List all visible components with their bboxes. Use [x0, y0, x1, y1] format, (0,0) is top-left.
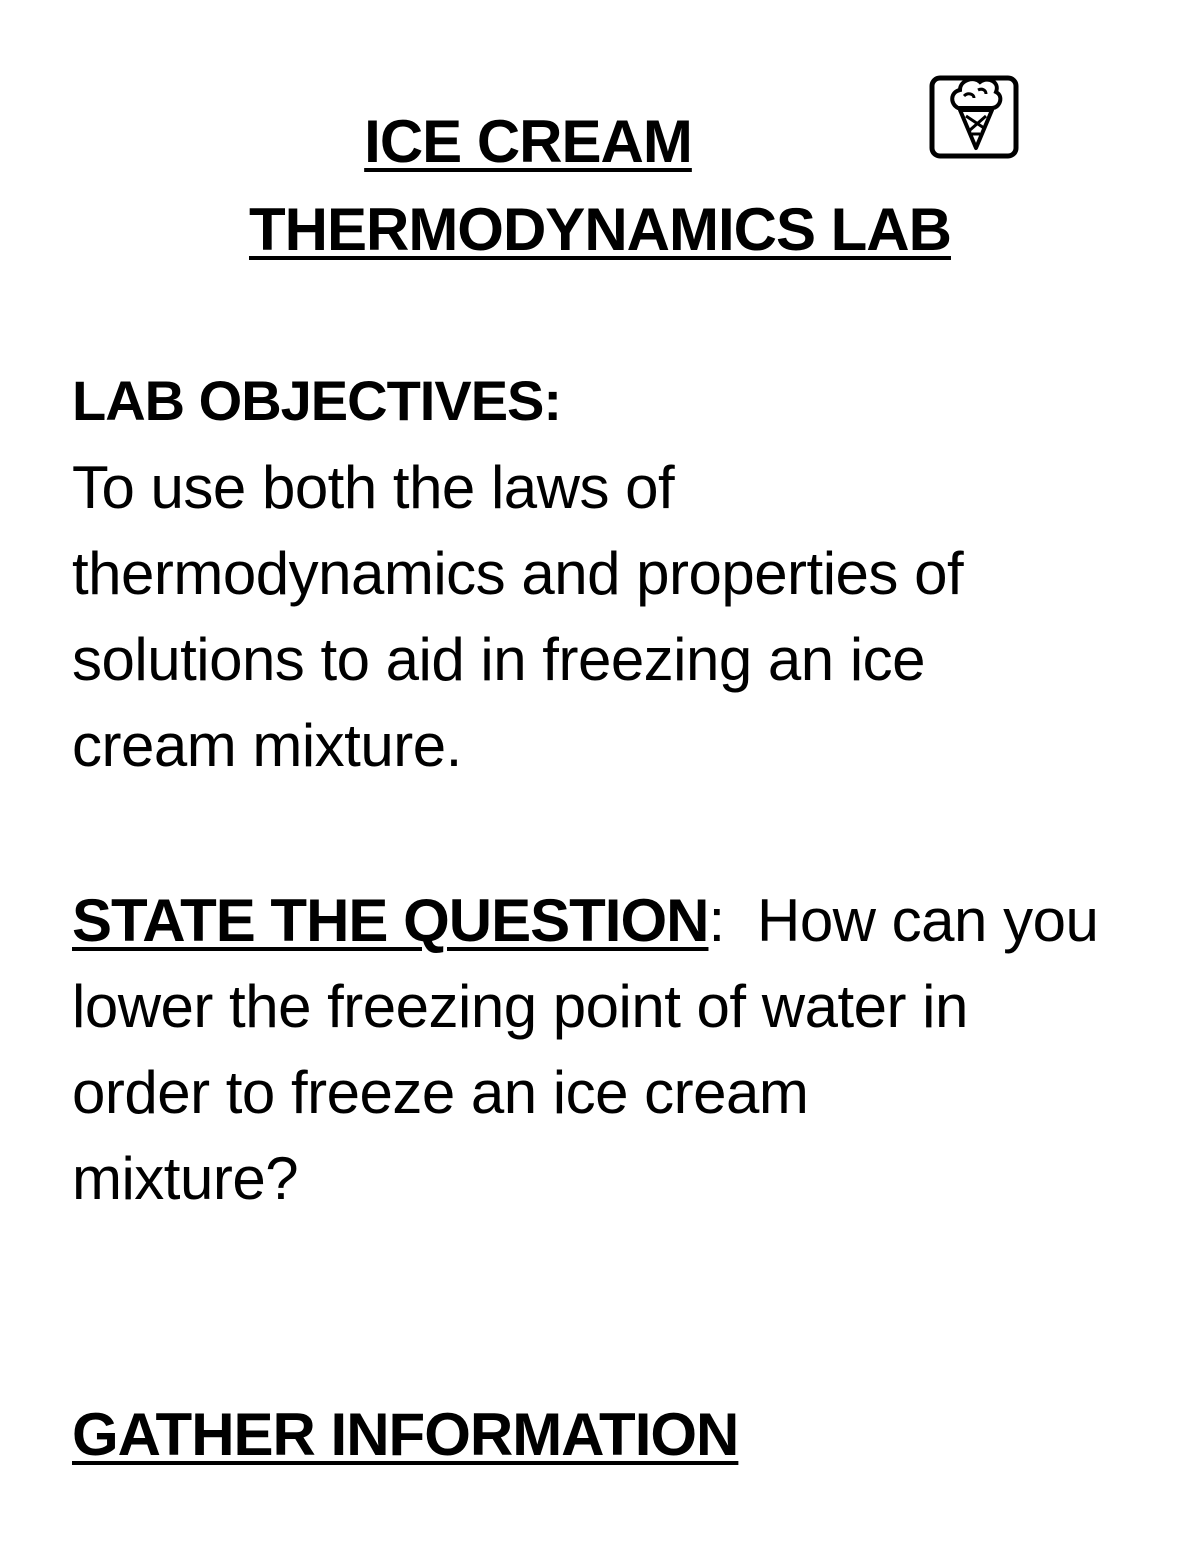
objectives-line: To use both the laws of — [72, 454, 675, 521]
ice-cream-cone-icon — [928, 68, 1020, 160]
question-heading: STATE THE QUESTION — [72, 887, 709, 954]
objectives-line: cream mixture. — [72, 712, 462, 779]
question-first-line — [72, 878, 1152, 964]
question-line-start: How can you — [756, 887, 1099, 954]
question-line: mixture? — [72, 1145, 299, 1212]
title-line-1: ICE CREAM — [364, 108, 692, 175]
question-separator: : — [708, 887, 725, 954]
question-line: lower the freezing point of water in — [72, 973, 968, 1040]
objectives-line: solutions to aid in freezing an ice — [72, 626, 926, 693]
objectives-heading: LAB OBJECTIVES: — [72, 369, 562, 432]
gather-information-heading: GATHER INFORMATION — [72, 1401, 739, 1468]
objectives-paragraph — [72, 445, 1152, 789]
question-paragraph — [72, 878, 1152, 1222]
objectives-line: thermodynamics and properties of — [72, 540, 964, 607]
question-line: order to freeze an ice cream — [72, 1059, 809, 1126]
title-line-2: THERMODYNAMICS LAB — [249, 196, 951, 263]
